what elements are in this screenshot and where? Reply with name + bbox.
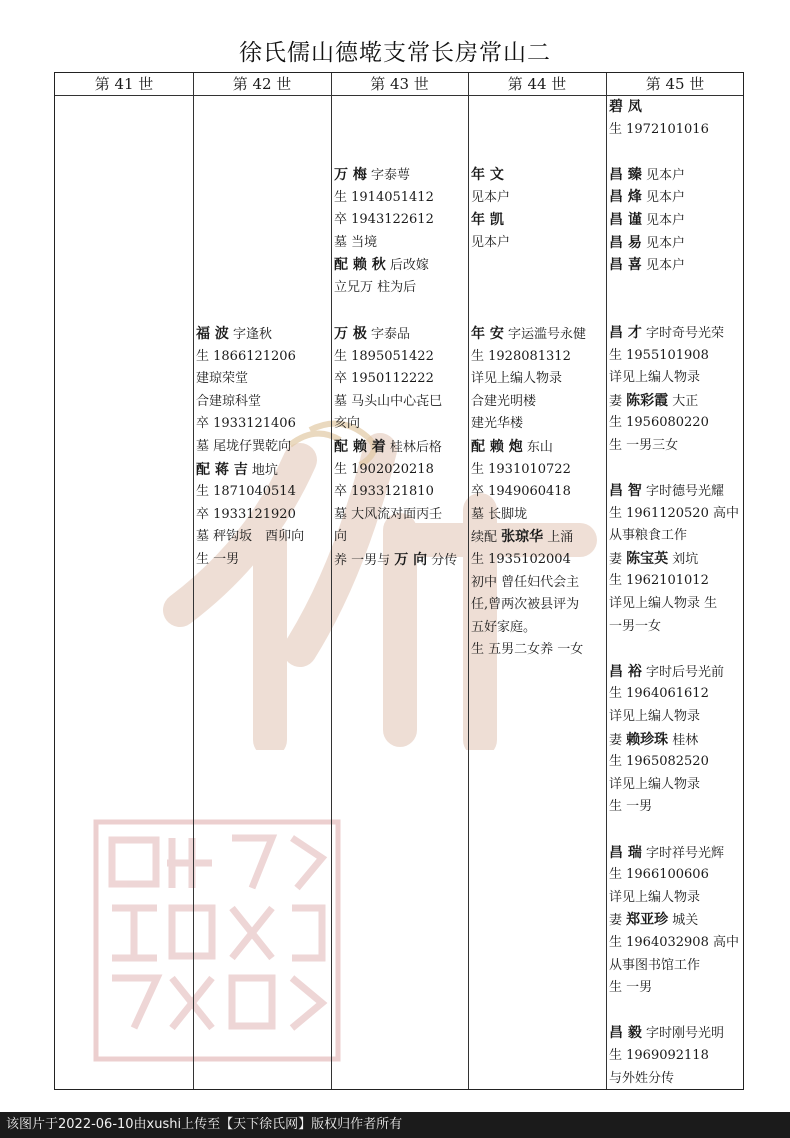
entry-text: 字逢秋 xyxy=(228,327,273,342)
entry-line xyxy=(196,549,304,572)
entry-text: 任,曾两次被县评为 xyxy=(471,597,580,613)
entry-line xyxy=(471,391,586,414)
entry-line xyxy=(334,164,434,187)
entry-text: 从事图书馆工作 xyxy=(609,957,701,973)
entry-text: 城关 xyxy=(668,913,699,929)
person-name: 配 蒋 吉 xyxy=(196,461,248,478)
person-name: 陈宝英 xyxy=(626,550,669,567)
column-divider xyxy=(606,73,607,1089)
entry-text: 合建光明楼 xyxy=(471,393,537,409)
entry-line xyxy=(334,549,457,572)
entry-text: 见本户 xyxy=(471,189,511,205)
entry-text: 见本户 xyxy=(471,234,511,250)
entry-line xyxy=(334,277,434,300)
entry-line xyxy=(334,368,457,391)
copyright-footer: 该图片于2022-06-10由xushi上传至【天下徐氏网】版权归作者所有 xyxy=(0,1112,790,1138)
entry-line xyxy=(609,96,739,119)
entry-text: 向 xyxy=(334,529,348,545)
entry-line xyxy=(609,503,739,526)
column-header-43: 第 43 世 xyxy=(370,75,429,93)
entry-text: 卒 1933121406 xyxy=(196,416,296,432)
entry-text: 大正 xyxy=(668,393,699,409)
person-name: 配 赖 着 xyxy=(334,438,386,455)
entry-line xyxy=(471,572,586,595)
gen44-entries-nianwen xyxy=(471,164,510,254)
entry-line xyxy=(334,436,457,459)
gen45-entries xyxy=(609,96,739,1090)
person-name: 年 凯 xyxy=(471,212,504,229)
entry-line xyxy=(334,323,457,346)
entry-text: 字运滥号永健 xyxy=(503,327,587,342)
entry-text: 妻 xyxy=(609,393,627,409)
entry-text: 生 1956080220 xyxy=(609,415,709,431)
entry-text: 字泰品 xyxy=(366,327,411,342)
entry-line xyxy=(471,368,586,391)
blank-line xyxy=(609,819,739,842)
entry-text: 卒 1933121810 xyxy=(334,484,434,500)
person-name: 碧 凤 xyxy=(609,99,642,115)
person-name: 万 梅 xyxy=(334,167,367,183)
person-name: 昌 智 xyxy=(609,483,642,500)
entry-line xyxy=(609,232,739,255)
column-header-42: 第 42 世 xyxy=(232,75,292,93)
entry-line xyxy=(609,367,739,390)
entry-line xyxy=(334,459,457,482)
entry-text: 桂林 xyxy=(668,732,699,748)
entry-text: 见本户 xyxy=(641,167,686,183)
entry-line xyxy=(609,796,739,819)
page-title: 徐氏儒山德墘支常长房常山二 xyxy=(239,40,551,66)
entry-line xyxy=(609,977,739,1000)
entry-line xyxy=(196,391,304,414)
entry-line xyxy=(471,164,510,187)
entry-text: 卒 1949060418 xyxy=(471,484,571,500)
entry-text: 见本户 xyxy=(641,212,686,228)
entry-text: 生 1935102004 xyxy=(471,551,571,567)
column-divider xyxy=(331,73,332,1089)
entry-line xyxy=(609,345,739,368)
entry-text: 详见上编人物录 xyxy=(609,709,701,725)
entry-text: 合建琼科堂 xyxy=(196,393,262,409)
entry-text: 五好家庭。 xyxy=(471,619,537,635)
entry-text: 生 1964061612 xyxy=(609,686,709,702)
entry-text: 从事粮食工作 xyxy=(609,528,688,544)
entry-text: 生 1914051412 xyxy=(334,189,434,205)
entry-line xyxy=(471,481,586,504)
entry-text: 养 一男与 xyxy=(334,552,395,568)
entry-line xyxy=(196,459,304,482)
entry-text: 上涌 xyxy=(543,530,574,546)
entry-text: 生 一男 xyxy=(609,980,653,996)
blank-line xyxy=(609,638,739,661)
entry-text: 妻 xyxy=(609,732,627,748)
person-name: 昌 裕 xyxy=(609,663,642,680)
person-name: 年 文 xyxy=(471,167,504,183)
entry-text: 卒 1933121920 xyxy=(196,506,296,522)
entry-line xyxy=(609,186,739,209)
entry-line xyxy=(609,548,739,571)
entry-line xyxy=(609,1045,739,1068)
entry-text: 生 1871040514 xyxy=(196,484,296,500)
entry-text: 见本户 xyxy=(641,235,686,251)
entry-text: 一男一女 xyxy=(609,618,662,634)
person-name: 赖珍珠 xyxy=(626,731,669,748)
person-name: 昌 臻 xyxy=(609,166,642,183)
entry-text: 生 1931010722 xyxy=(471,461,571,477)
column-divider xyxy=(468,73,469,1089)
entry-line xyxy=(609,164,739,187)
entry-line xyxy=(196,323,304,346)
entry-line xyxy=(471,413,586,436)
entry-text: 字泰萼 xyxy=(366,168,411,183)
column-header-45: 第 45 世 xyxy=(645,75,705,93)
entry-text: 建琼荣堂 xyxy=(196,371,249,387)
entry-line xyxy=(471,323,586,346)
entry-text: 墓 长脚垅 xyxy=(471,506,528,522)
entry-text: 字时奇号光荣 xyxy=(641,325,725,341)
entry-line xyxy=(196,504,304,527)
blank-line xyxy=(609,141,739,164)
entry-line xyxy=(471,639,586,662)
gen43-entry-wanji xyxy=(334,323,457,572)
entry-text: 续配 xyxy=(471,530,502,546)
entry-line xyxy=(609,1068,739,1091)
blank-line xyxy=(609,1000,739,1023)
entry-line xyxy=(334,504,457,527)
entry-text: 与外姓分传 xyxy=(609,1070,675,1086)
entry-text: 妻 xyxy=(609,551,627,567)
person-name: 张琼华 xyxy=(501,529,544,546)
entry-text: 墓 马头山中心㐂巳 xyxy=(334,393,443,409)
person-name: 昌 谨 xyxy=(609,211,642,228)
entry-line xyxy=(334,232,434,255)
entry-text: 生 五男二女养 一女 xyxy=(471,642,584,658)
entry-text: 生 1969092118 xyxy=(609,1047,709,1063)
entry-line xyxy=(334,254,434,277)
entry-text: 立兄万 柱为后 xyxy=(334,279,417,295)
entry-line xyxy=(609,909,739,932)
entry-text: 生 1964032908 高中 xyxy=(609,934,739,950)
entry-line xyxy=(334,526,457,549)
entry-text: 建光华楼 xyxy=(471,416,524,432)
entry-text: 生 1955101908 xyxy=(609,347,709,363)
entry-line xyxy=(334,187,434,210)
entry-line xyxy=(471,436,586,459)
entry-text: 墓 大风流对面丙壬 xyxy=(334,506,443,522)
entry-text: 生 1966100606 xyxy=(609,867,709,883)
entry-line xyxy=(471,504,586,527)
entry-text: 亥向 xyxy=(334,416,361,432)
gen44-entry-nianan xyxy=(471,323,586,662)
blank-line xyxy=(609,458,739,481)
entry-text: 字时德号光耀 xyxy=(641,484,725,500)
entry-text: 生 1928081312 xyxy=(471,348,571,364)
entry-line xyxy=(609,683,739,706)
entry-text: 生 1895051422 xyxy=(334,348,434,364)
entry-line xyxy=(609,119,739,142)
entry-line xyxy=(471,459,586,482)
entry-line xyxy=(196,436,304,459)
entry-text: 妻 xyxy=(609,913,627,929)
column-divider xyxy=(193,73,194,1089)
person-name: 福 波 xyxy=(196,326,229,342)
person-name: 昌 喜 xyxy=(609,257,642,274)
entry-line xyxy=(609,955,739,978)
entry-text: 墓 秤钩坂 酉卯向 xyxy=(196,529,305,545)
person-name: 昌 毅 xyxy=(609,1025,642,1042)
entry-line xyxy=(334,481,457,504)
entry-text: 刘坑 xyxy=(668,551,699,567)
entry-line xyxy=(609,729,739,752)
column-header-44: 第 44 世 xyxy=(507,75,567,93)
entry-text: 墓 尾垅仔巽乾向 xyxy=(196,438,292,454)
gen43-entry-wanmei xyxy=(334,164,434,300)
entry-line xyxy=(334,391,457,414)
entry-text: 详见上编人物录 xyxy=(609,776,701,792)
entry-line xyxy=(471,549,586,572)
entry-line xyxy=(609,616,739,639)
entry-line xyxy=(609,864,739,887)
person-name: 年 安 xyxy=(471,326,504,342)
entry-line xyxy=(609,751,739,774)
entry-line xyxy=(609,322,739,345)
entry-line xyxy=(609,480,739,503)
entry-line xyxy=(471,187,510,210)
blank-line xyxy=(609,299,739,322)
person-name: 配 赖 秋 xyxy=(334,257,386,274)
entry-text: 地坑 xyxy=(247,462,278,478)
entry-line xyxy=(334,346,457,369)
entry-line xyxy=(609,842,739,865)
entry-line xyxy=(471,617,586,640)
entry-line xyxy=(196,526,304,549)
entry-line xyxy=(609,209,739,232)
entry-text: 东山 xyxy=(522,439,553,455)
entry-line xyxy=(609,774,739,797)
entry-line xyxy=(609,1022,739,1045)
gen42-entries xyxy=(196,323,304,572)
blank-line xyxy=(609,277,739,300)
entry-text: 生 1902020218 xyxy=(334,461,434,477)
genealogy-table xyxy=(54,72,744,1090)
person-name: 昌 易 xyxy=(609,234,642,251)
entry-text: 生 1961120520 高中 xyxy=(609,505,739,521)
entry-line xyxy=(471,232,510,255)
entry-line xyxy=(609,525,739,548)
entry-line xyxy=(196,346,304,369)
column-header-41: 第 41 世 xyxy=(94,75,154,93)
entry-text: 桂林后格 xyxy=(385,439,442,455)
person-name: 配 赖 炮 xyxy=(471,438,523,455)
entry-text: 详见上编人物录 xyxy=(609,370,701,386)
entry-line xyxy=(471,526,586,549)
entry-text: 初中 曾任妇代会主 xyxy=(471,574,580,590)
person-name: 昌 才 xyxy=(609,324,642,341)
entry-text: 生 1972101016 xyxy=(609,121,709,137)
entry-line xyxy=(471,209,510,232)
entry-text: 详见上编人物录 xyxy=(471,371,563,387)
entry-text: 见本户 xyxy=(641,258,686,274)
entry-text: 字时刚号光明 xyxy=(641,1026,725,1042)
entry-text: 生 一男 xyxy=(609,799,653,815)
entry-line xyxy=(334,209,434,232)
entry-line xyxy=(471,594,586,617)
entry-text: 生 1965082520 xyxy=(609,754,709,770)
entry-text: 详见上编人物录 生 xyxy=(609,596,718,612)
entry-line xyxy=(609,932,739,955)
entry-text: 卒 1950112222 xyxy=(334,371,434,387)
entry-line xyxy=(609,435,739,458)
entry-text: 字时祥号光辉 xyxy=(641,845,725,861)
entry-text: 墓 当境 xyxy=(334,234,378,250)
entry-line xyxy=(609,412,739,435)
entry-line xyxy=(196,481,304,504)
person-name: 万 向 xyxy=(394,551,428,568)
entry-text: 卒 1943122612 xyxy=(334,212,434,228)
person-name: 昌 瑞 xyxy=(609,844,642,861)
entry-text: 见本户 xyxy=(641,190,686,206)
entry-line xyxy=(609,706,739,729)
entry-text: 生 一男三女 xyxy=(609,437,679,453)
entry-text: 详见上编人物录 xyxy=(609,889,701,905)
entry-line xyxy=(609,593,739,616)
entry-line xyxy=(609,390,739,413)
entry-line xyxy=(334,413,457,436)
person-name: 郑亚珍 xyxy=(626,912,669,929)
entry-line xyxy=(609,661,739,684)
person-name: 昌 烽 xyxy=(609,189,642,206)
entry-line xyxy=(196,413,304,436)
entry-text: 生 1866121206 xyxy=(196,348,296,364)
entry-text: 分传 xyxy=(427,552,458,568)
entry-line xyxy=(609,570,739,593)
entry-line xyxy=(471,346,586,369)
entry-text: 生 1962101012 xyxy=(609,573,709,589)
entry-line xyxy=(609,254,739,277)
person-name: 陈彩霞 xyxy=(626,392,669,409)
entry-text: 后改嫁 xyxy=(385,258,429,274)
entry-line xyxy=(196,368,304,391)
entry-text: 生 一男 xyxy=(196,551,240,567)
entry-text: 字时后号光前 xyxy=(641,664,725,680)
entry-line xyxy=(609,887,739,910)
person-name: 万 极 xyxy=(334,326,367,342)
